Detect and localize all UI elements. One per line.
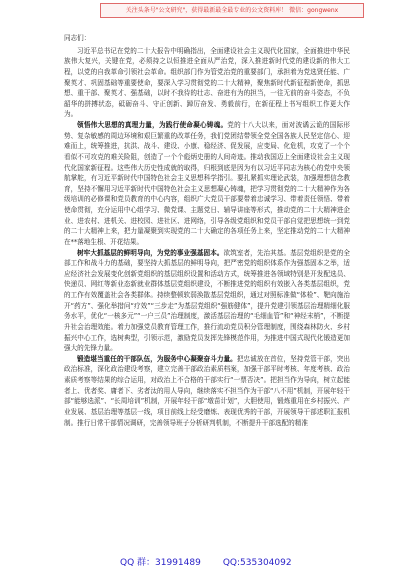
paragraph-text: 把忠诚放在首位，坚持党管干部，突出政治标准，深化政治建设考察，建立完善干部政治素质档案，加强干部平时考核、年度考核、政治素质考察等结果的综合运用，对政治上不合格的干部实行“一票否决”。把担当作为导向，树立起能者上、优者奖、庸者下、劣者汰的用人导向，继续落实不担当作为干部“八不用”机制，开展年轻干部“能够选派”、“长周培训”机制，开展年轻干部“墩苗计划”，大胆使用，锻炼重用在乡村振兴、产业发展、基层治理等基层一线，项目前线上经受磨炼、表现优秀的干部，开展领导干部述职汇报机制。推行日常干部情况调研，完善领导班子分析研判机制，不断提升干部选配的精准 — [64, 354, 350, 427]
section-heading: 锻造堪当重任的干部队伍，为服务中心凝聚奋斗力量。 — [77, 354, 237, 363]
paragraph-theory — [64, 120, 350, 248]
qq-group-label: QQ 群：31991489 — [120, 558, 201, 568]
paragraph-cadres — [64, 354, 350, 428]
paragraph-intro — [64, 46, 350, 120]
document-body — [64, 25, 350, 549]
paragraph-grassroots — [64, 248, 350, 354]
paragraph-text: 欲筑室者，先治其基。基层党组织是党的全部工作和战斗力的基础，要坚持大抓基层的鲜明导向，把严密党的组织体系作为强基固本之举，适应经济社会发展变化创新党组织的基层组织设置和活动方式，统筹推进各领域特别是开发配选员、快递员、网红等新业态新就业群体基层党组织建设，不断推进党的组织有效嵌入各类基层组织，党的工作有效覆盖社会各类群体。持续整顿软弱涣散基层党组织，通过对照标准做“体检”、靶向施治开“药方”、强化举措问“疗效”“三步走”为基层党组织“强筋健体”，提升党建引领基层治理精细化服务水平，优化“一核多元”“一户三员”治理制度，激活基层治理的“毛细血管”和“神经末梢”，不断提升社会治理效能。着力加强党员教育管理工作，推行流动党员积分管理制度，围绕森林防火、乡村振兴中心工作，选树典型，引领示范，激励党员发挥先锋模范作用，为推进中国式现代化锻造更加强大的先锋力量。 — [64, 248, 350, 353]
qq-label: QQ:535304092 — [222, 558, 292, 568]
section-heading: 树牢大抓基层的鲜明导向，为党的事业强基固本。 — [77, 248, 224, 257]
section-heading: 领悟伟大思想的真理力量，为践行使命凝心铸魂。 — [77, 121, 228, 129]
contact-footer — [120, 555, 320, 571]
greeting: 同志们： — [64, 34, 91, 42]
paragraph-text: 党的十八大以来，面对波谲云诡的国际形势、复杂敏感的周边环境和艰巨繁重的改革任务，我们党团结带领全党全国各族人民坚定信心、迎难而上，统筹推进，抗洪、战斗、建设、小康、稳经济、促发展，应变局、化危机，攻克了一个个看似不可攻克的难关险阻，创造了一个个彪炳史册的人间奇迹。推动我国迈上全面建设社会主义现代化国家新征程。这些伟大历史性成就的取得，归根到底是因为有以习近平同志为核心的党中央领航掌舵，有习近平新时代中国特色社会主义思想科学指引。要扎紧抓实理论武装，加强理想信念教育，坚持不懈用习近平新时代中国特色社会主义思想凝心铸魂，把学习贯彻党的二十大精神作为各级培训的必修课和党员教育的中心内容，组织广大党员干部要带着忠诚学习、带着责任领悟、带着使命贯彻，充分运用中心组学习、微党课、主题党日、辅导讲座等形式，推动党的二十大精神进企业、进农村、进机关、进校园、进社区、进网络，引导各级党组织和党员干部自觉把思想统一到党的二十大精神上来，把力量凝聚到实现党的二十大确定的各项任务上来，坚定推动党的二十大精神在**落地生根、开花结果。 — [64, 121, 350, 246]
promo-banner — [100, 3, 364, 18]
paragraph-text: 习近平总书记在党的二十大报告中明确指出，全面建设社会主义现代化国家，全面推进中华民族伟大复兴，关键在党，必须持之以恒推进全面从严治党，深入推进新时代党的建设新的伟大工程，以党的自我革命引领社会革命。组织部门作为管党治党的重要部门，承担着为党选贤任能、广聚英才、巩固基础等重要使命，要深入学习贯彻党的二十大精神，聚焦新时代新征程新使命，抓思想、重干部、聚英才、强基础，以时不我待的壮志、奋进有为的担当，一往无前的奋斗姿态，不负韶华的拼搏状态，砥砺奋斗、守正创新、踔厉奋发、勇毅前行，在新征程上书写组织工作更大作为。 — [64, 46, 350, 119]
promo-banner-text: 关注头条号"公文研究"，获得最新最全最专业的公文资料库！ 微信：gongwenx — [125, 7, 339, 14]
